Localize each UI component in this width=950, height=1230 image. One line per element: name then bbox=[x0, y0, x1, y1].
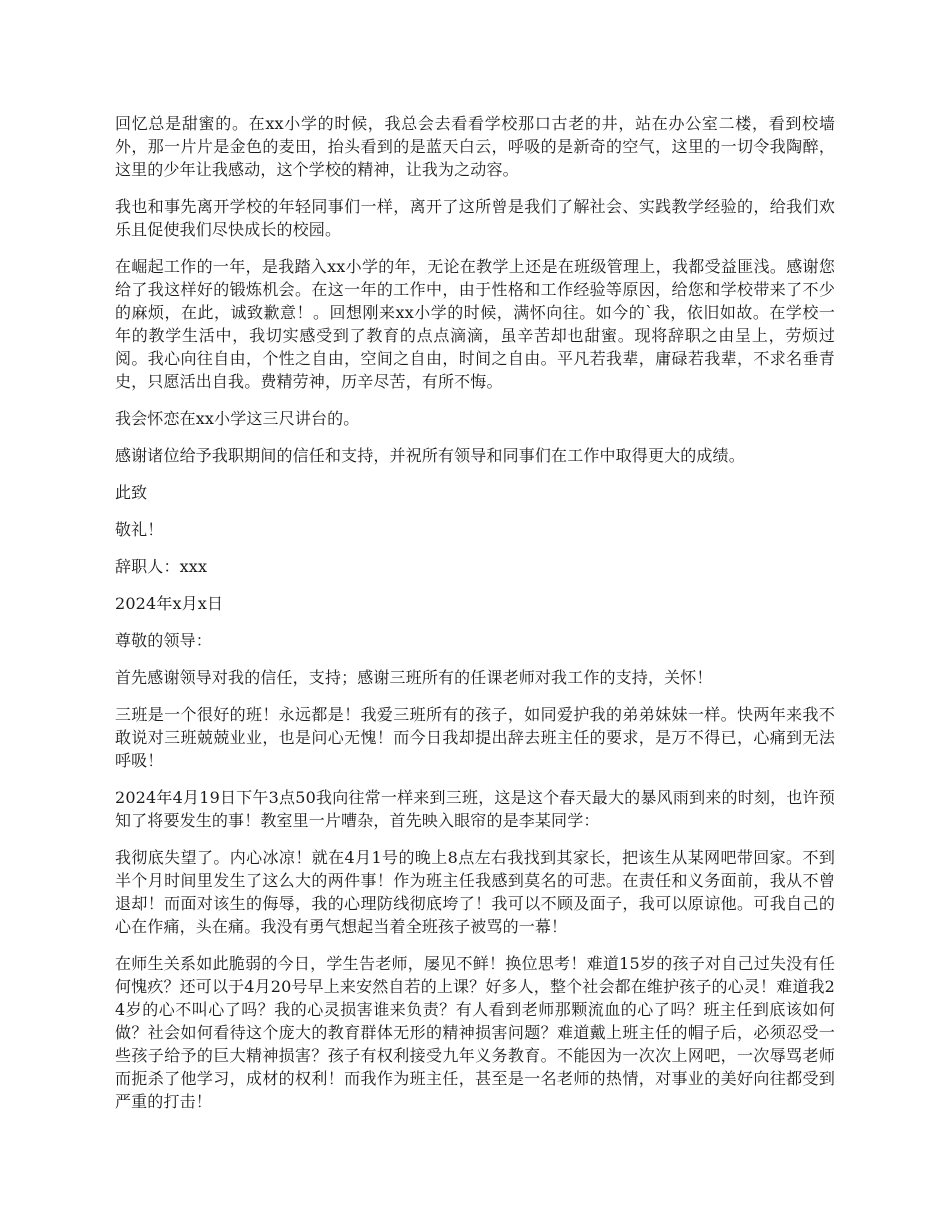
closing-regards: 敬礼！ bbox=[115, 520, 164, 539]
greeting-line: 尊敬的领导： bbox=[115, 631, 212, 650]
paragraph-memories: 回忆总是甜蜜的。在xx小学的时候，我总会去看看学校那口古老的井，站在办公室二楼，看到校墙外，那一片片是金色的麦田，抬头看到的是蓝天白云，呼吸的是新奇的空气，这里的一切令我陶醉，这里的少年让我感动，这个学校的精神，让我为之动容。 bbox=[115, 114, 835, 179]
paragraph-leaving-school: 我也和事先离开学校的年轻同事们一样，离开了这所曾是我们了解社会、实践教学经验的，给我们欢乐且促使我们尽快成长的校园。 bbox=[115, 197, 835, 239]
paragraph-disappointment: 我彻底失望了。内心冰凉！就在4月1号的晚上8点左右我找到其家长，把该生从某网吧带回家。不到半个月时间里发生了这么大的两件事！作为班主任我感到莫名的可悲。在责任和义务面前，我从不曾退却！而面对该生的侮辱，我的心理防线彻底垮了！我可以不顾及面子，我可以原谅他。可我自己的心在作痛，头在痛。我没有勇气想起当着全班孩子被骂的一幕！ bbox=[115, 848, 835, 936]
closing-salutation: 此致 bbox=[115, 483, 148, 502]
document-body bbox=[115, 112, 835, 1127]
paragraph-reflection: 在师生关系如此脆弱的今日，学生告老师，屡见不鲜！换位思考！难道15岁的孩子对自己过失没有任何愧疚？还可以于4月20号早上来安然自若的上课？好多人，整个社会都在维护孩子的心灵！难道我24岁的心不叫心了吗？我的心灵损害谁来负责？有人看到老师那颗流血的心了吗？班主任到底该如何做？社会如何看待这个庞大的教育群体无形的精神损害问题？难道戴上班主任的帽子后，必须忍受一些孩子给予的巨大精神损害？孩子有权利接受九年义务教育。不能因为一次次上网吧，一次辱骂老师而扼杀了他学习，成材的权利！而我作为班主任，甚至是一名老师的热情，对事业的美好向往都受到严重的打击！ bbox=[115, 954, 835, 1111]
signature-line: 辞职人：xxx bbox=[115, 557, 208, 576]
paragraph-first-year: 在崛起工作的一年，是我踏入xx小学的年，无论在教学上还是在班级管理上，我都受益匪浅。感谢您给了我这样好的锻炼机会。在这一年的工作中，由于性格和工作经验等原因，给您和学校带来了不少的麻烦，在此，诚致歉意！。回想刚来xx小学的时候，满怀向往。如今的`我，依旧如故。在学校一年的教学生活中，我切实感受到了教育的点点滴滴，虽辛苦却也甜蜜。现将辞职之由呈上，劳烦过阅。我心向往自由，个性之自由，空间之自由，时间之自由。平凡若我辈，庸碌若我辈，不求名垂青史，只愿活出自我。费精劳神，历辛尽苦，有所不悔。 bbox=[115, 257, 835, 391]
date-line: 2024年x月x日 bbox=[115, 594, 224, 613]
paragraph-thanks: 感谢诸位给予我职期间的信任和支持，并祝所有领导和同事们在工作中取得更大的成绩。 bbox=[115, 446, 745, 465]
paragraph-miss-podium: 我会怀恋在xx小学这三尺讲台的。 bbox=[115, 409, 360, 428]
paragraph-april-incident: 2024年4月19日下午3点50我向往常一样来到三班，这是这个春天最大的暴风雨到来的时刻，也许预知了将要发生的事！教室里一片嘈杂，首先映入眼帘的是李某同学： bbox=[115, 788, 835, 830]
paragraph-class-three: 三班是一个很好的班！永远都是！我爱三班所有的孩子，如同爱护我的弟弟妹妹一样。快两年来我不敢说对三班兢兢业业，也是问心无愧！而今日我却提出辞去班主任的要求，是万不得已，心痛到无法呼吸！ bbox=[115, 705, 835, 770]
paragraph-gratitude: 首先感谢领导对我的信任，支持；感谢三班所有的任课老师对我工作的支持，关怀！ bbox=[115, 668, 713, 687]
